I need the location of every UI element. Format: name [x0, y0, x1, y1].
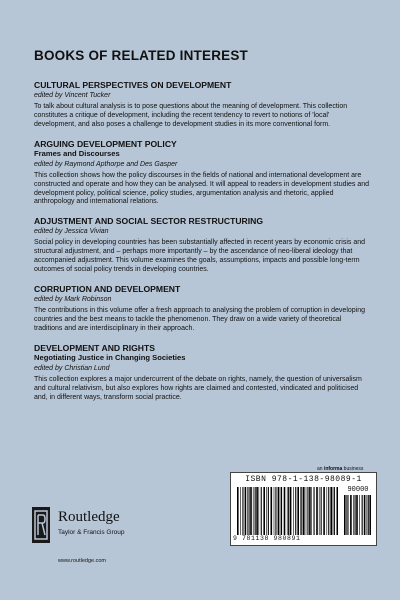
barcode-bar: [309, 487, 311, 535]
isbn-addon-number: 90000: [347, 486, 369, 494]
barcode-bar: [334, 487, 335, 535]
publisher-name: Routledge: [58, 509, 120, 525]
book-title: ARGUING DEVELOPMENT POLICY: [34, 138, 177, 149]
barcode-bar: [263, 487, 265, 535]
barcode-bar: [306, 487, 307, 535]
barcode-bar: [327, 487, 328, 535]
barcode-bar: [275, 487, 276, 535]
barcode-bar: [280, 487, 281, 535]
book-title: CORRUPTION AND DEVELOPMENT: [34, 283, 181, 294]
barcode-bar: [259, 487, 260, 535]
barcode-bar: [346, 495, 347, 535]
barcode-bar: [311, 487, 312, 535]
barcode-bar: [268, 487, 269, 535]
barcode-bar: [249, 487, 250, 535]
book-entry: [34, 216, 370, 275]
barcode-bar: [287, 487, 288, 535]
barcode-bar: [369, 495, 371, 535]
barcode-bar: [255, 487, 256, 535]
barcode-bar: [321, 487, 322, 535]
book-title: ADJUSTMENT AND SOCIAL SECTOR RESTRUCTURING: [34, 216, 264, 227]
barcode-bar: [297, 487, 299, 535]
barcode-bar: [247, 487, 248, 535]
barcode-bar: [288, 487, 289, 535]
book-entry: [34, 80, 370, 130]
barcode-bar: [353, 495, 354, 535]
barcode-bar: [337, 487, 339, 535]
addon-barcode-bars: [344, 495, 372, 535]
publisher-website: www.routledge.com: [58, 558, 106, 564]
barcode-bar: [250, 487, 252, 535]
barcode-bar: [300, 487, 301, 535]
book-editor: edited by Mark Robinson: [34, 295, 112, 303]
barcode-bar: [293, 487, 294, 535]
barcode-bar: [319, 487, 320, 535]
book-description: To talk about cultural analysis is to pose questions about the meaning of development. This collection constitutes a critique of development, including the recent tendency to revert to notions of 'local' development, and also poses a challenge to development studies in its more conventional form.: [34, 103, 348, 128]
barcode-bar: [245, 487, 247, 535]
isbn-barcode: [230, 472, 377, 546]
section-heading: BOOKS OF RELATED INTEREST: [34, 48, 249, 63]
publisher-group: Taylor & Francis Group: [58, 529, 125, 536]
book-list: [34, 80, 370, 411]
routledge-logo-mark: [32, 507, 50, 543]
book-entry: [34, 284, 370, 334]
book-description: Social policy in developing countries has been substantially affected in recent years by economic crisis and structural adjustment, and – perhaps more importantly – by the ascendance of neo-liberal ideology that accompanied adjustment. This volume examines the goals, assumptions, impacts and possible long-term outcomes of social policy trends in developing countries.: [34, 239, 365, 274]
barcode-bar: [303, 487, 305, 535]
book-editor: edited by Christian Lund: [34, 364, 110, 372]
book-entry: [34, 343, 370, 403]
barcode-bar: [295, 487, 296, 535]
barcode-bar: [314, 487, 315, 535]
barcode-bar: [261, 487, 262, 535]
book-description: This collection shows how the policy discourses in the fields of national and international development are constructed and operate and how they can be analysed. It will appeal to readers in development studies and development policy, political science, policy studies, argumentation analysis and rhetoric, applied anthropology and international relations.: [34, 171, 370, 206]
book-description: The contributions in this volume offer a fresh approach to analysing the problem of corruption in developing countries and the best means to tackle the phenomenon. They draw on a wide variety of theoretical traditions and are interdisciplinary in their approach.: [34, 306, 366, 332]
routledge-logo: [32, 507, 182, 547]
barcode-bar: [307, 487, 308, 535]
barcode-bar: [364, 495, 366, 535]
book-description: This collection explores a major undercurrent of the debate on rights, namely, the question of universalism and cultural relativism, but also explores how rights are claimed and contested, vindicated and politicised and, in different ways, transform social practice.: [34, 375, 362, 401]
barcode-bar: [350, 495, 352, 535]
barcode-bars: [237, 487, 338, 535]
barcode-bar: [347, 495, 348, 535]
barcode-bar: [323, 487, 325, 535]
barcode-bar: [344, 495, 346, 535]
barcode-bar: [333, 487, 334, 535]
book-entry: [34, 139, 370, 208]
barcode-bar: [328, 487, 329, 535]
barcode-bar: [266, 487, 267, 535]
book-title: CULTURAL PERSPECTIVES ON DEVELOPMENT: [34, 80, 232, 90]
barcode-bar: [359, 495, 360, 535]
barcode-bar: [301, 487, 302, 535]
book-subtitle: Frames and Discourses: [34, 148, 120, 158]
barcode-bar: [240, 487, 241, 535]
barcode-bar: [237, 487, 239, 535]
book-editor: edited by Jessica Vivian: [34, 228, 109, 236]
informa-tag-brand: informa: [323, 466, 343, 472]
book-editor: edited by Vincent Tucker: [34, 92, 111, 99]
barcode-bar: [330, 487, 332, 535]
barcode-bar: [256, 487, 258, 535]
barcode-bar: [284, 487, 286, 535]
barcode-bar: [367, 495, 368, 535]
barcode-bar: [355, 495, 356, 535]
barcode-bar: [242, 487, 243, 535]
barcode-bar: [278, 487, 280, 535]
barcode-bar: [290, 487, 292, 535]
barcode-bar: [316, 487, 318, 535]
book-editor: edited by Raymond Apthorpe and Des Gasper: [34, 160, 178, 168]
barcode-bar: [274, 487, 275, 535]
book-title: DEVELOPMENT AND RIGHTS: [34, 342, 155, 353]
book-subtitle: Negotiating Justice in Changing Societies: [34, 352, 186, 362]
isbn-number: ISBN 978-1-138-98089-1: [245, 475, 362, 484]
barcode-bar: [362, 495, 363, 535]
ean-digits: 9 781138 980891: [233, 535, 301, 542]
barcode-bar: [281, 487, 282, 535]
barcode-bar: [356, 495, 358, 535]
informa-tag-suffix: business: [342, 466, 364, 472]
informa-tag-prefix: an: [317, 466, 324, 472]
barcode-bar: [271, 487, 273, 535]
barcode-bar: [368, 495, 369, 535]
barcode-bar: [253, 487, 254, 535]
